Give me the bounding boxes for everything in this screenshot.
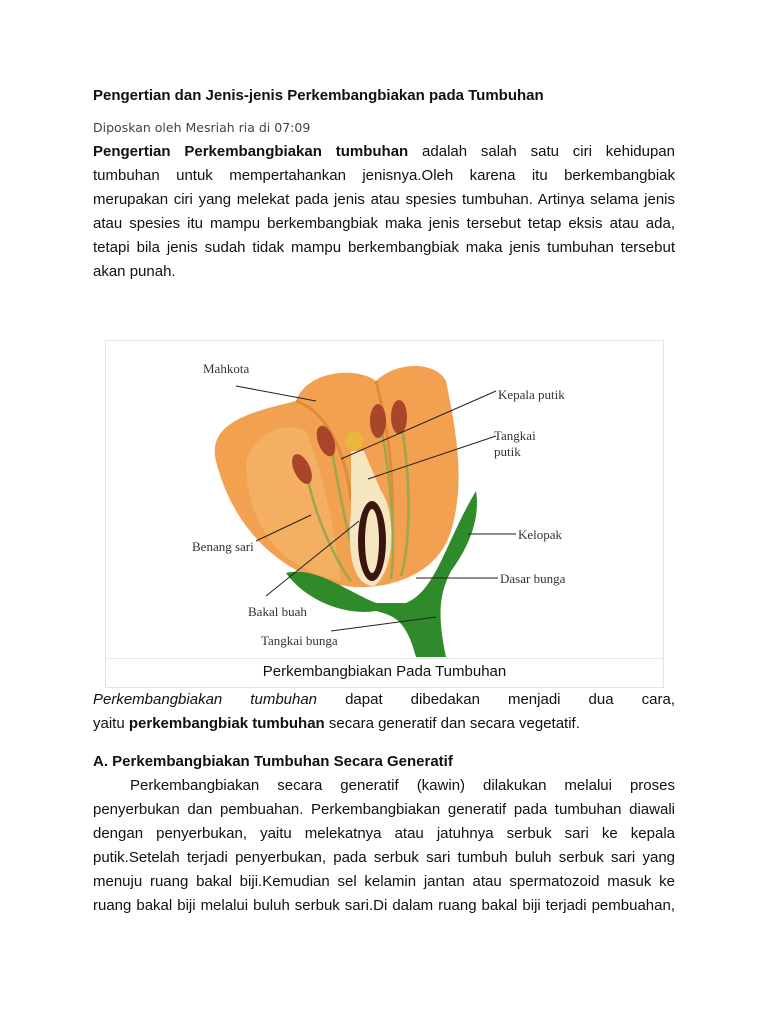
stigma xyxy=(345,432,363,450)
section-a-paragraph xyxy=(93,774,675,918)
label-mahkota: Mahkota xyxy=(203,361,250,376)
section-heading: A. Perkembangbiakan Tumbuhan Secara Generatif xyxy=(93,753,453,770)
section-line: menuju ruang bakal biji.Kemudian sel kelamin jantan atau spermatozoid masuk ke xyxy=(93,873,675,890)
label-kepala-putik: Kepala putik xyxy=(498,387,565,402)
flower-diagram xyxy=(106,341,663,657)
intro-line: merupakan ciri yang melekat pada jenis atau spesies tumbuhan. Artinya selama jenis xyxy=(93,191,675,208)
intro-paragraph xyxy=(93,140,675,284)
article-title: Pengertian dan Jenis-jenis Perkembangbiakan pada Tumbuhan xyxy=(93,87,544,104)
intro-line: tetapi bila jenis sudah tidak mampu berkembangbiak maka jenis tumbuhan tersebut xyxy=(93,239,675,256)
label-tangkai-putik-2: putik xyxy=(494,444,521,459)
italic-lead: Perkembangbiakan tumbuhan xyxy=(93,691,318,708)
ovule-core xyxy=(365,509,379,573)
figure-caption: Perkembangbiakan Pada Tumbuhan xyxy=(106,658,663,680)
label-tangkai-bunga: Tangkai bunga xyxy=(261,633,338,648)
post-meta: Diposkan oleh Mesriah ria di 07:09 xyxy=(93,120,311,135)
section-line: ruang bakal biji melalui buluh serbuk sari.Di dalam ruang bakal biji terjadi pembuahan, xyxy=(93,897,675,914)
label-kelopak: Kelopak xyxy=(518,527,563,542)
methods-paragraph xyxy=(93,688,675,736)
intro-line: Pengertian Perkembangbiakan tumbuhan adalah salah satu ciri kehidupan xyxy=(93,143,675,160)
intro-bold-lead: Pengertian Perkembangbiakan tumbuhan xyxy=(93,143,409,160)
methods-line: Perkembangbiakan tumbuhan dapat dibedakan menjadi dua cara, xyxy=(93,691,675,708)
methods-line: yaitu perkembangbiak tumbuhan secara generatif dan secara vegetatif. xyxy=(93,715,580,732)
section-line: penyerbukan dan pembuahan. Perkembangbiakan generatif pada tumbuhan diawali xyxy=(93,801,675,818)
label-bakal-buah: Bakal buah xyxy=(248,604,307,619)
section-line: Perkembangbiakan secara generatif (kawin) dilakukan melalui proses xyxy=(130,777,675,794)
section-line: putik.Setelah terjadi penyerbukan, pada serbuk sari tumbuh buluh serbuk sari yang xyxy=(93,849,675,866)
label-dasar-bunga: Dasar bunga xyxy=(500,571,566,586)
flower-figure xyxy=(105,340,664,688)
intro-line: atau spesies itu mampu berkembangbiak maka jenis tersebut tetap eksis atau ada, xyxy=(93,215,675,232)
intro-line: akan punah. xyxy=(93,263,176,280)
section-line: dengan penyerbukan, yaitu melekatnya atau jatuhnya serbuk sari ke kepala xyxy=(93,825,675,842)
label-tangkai-putik-1: Tangkai xyxy=(494,428,536,443)
label-benang-sari: Benang sari xyxy=(192,539,254,554)
intro-line: tumbuhan untuk mempertahankan jenisnya.Oleh karena itu berkembangbiak xyxy=(93,167,675,184)
